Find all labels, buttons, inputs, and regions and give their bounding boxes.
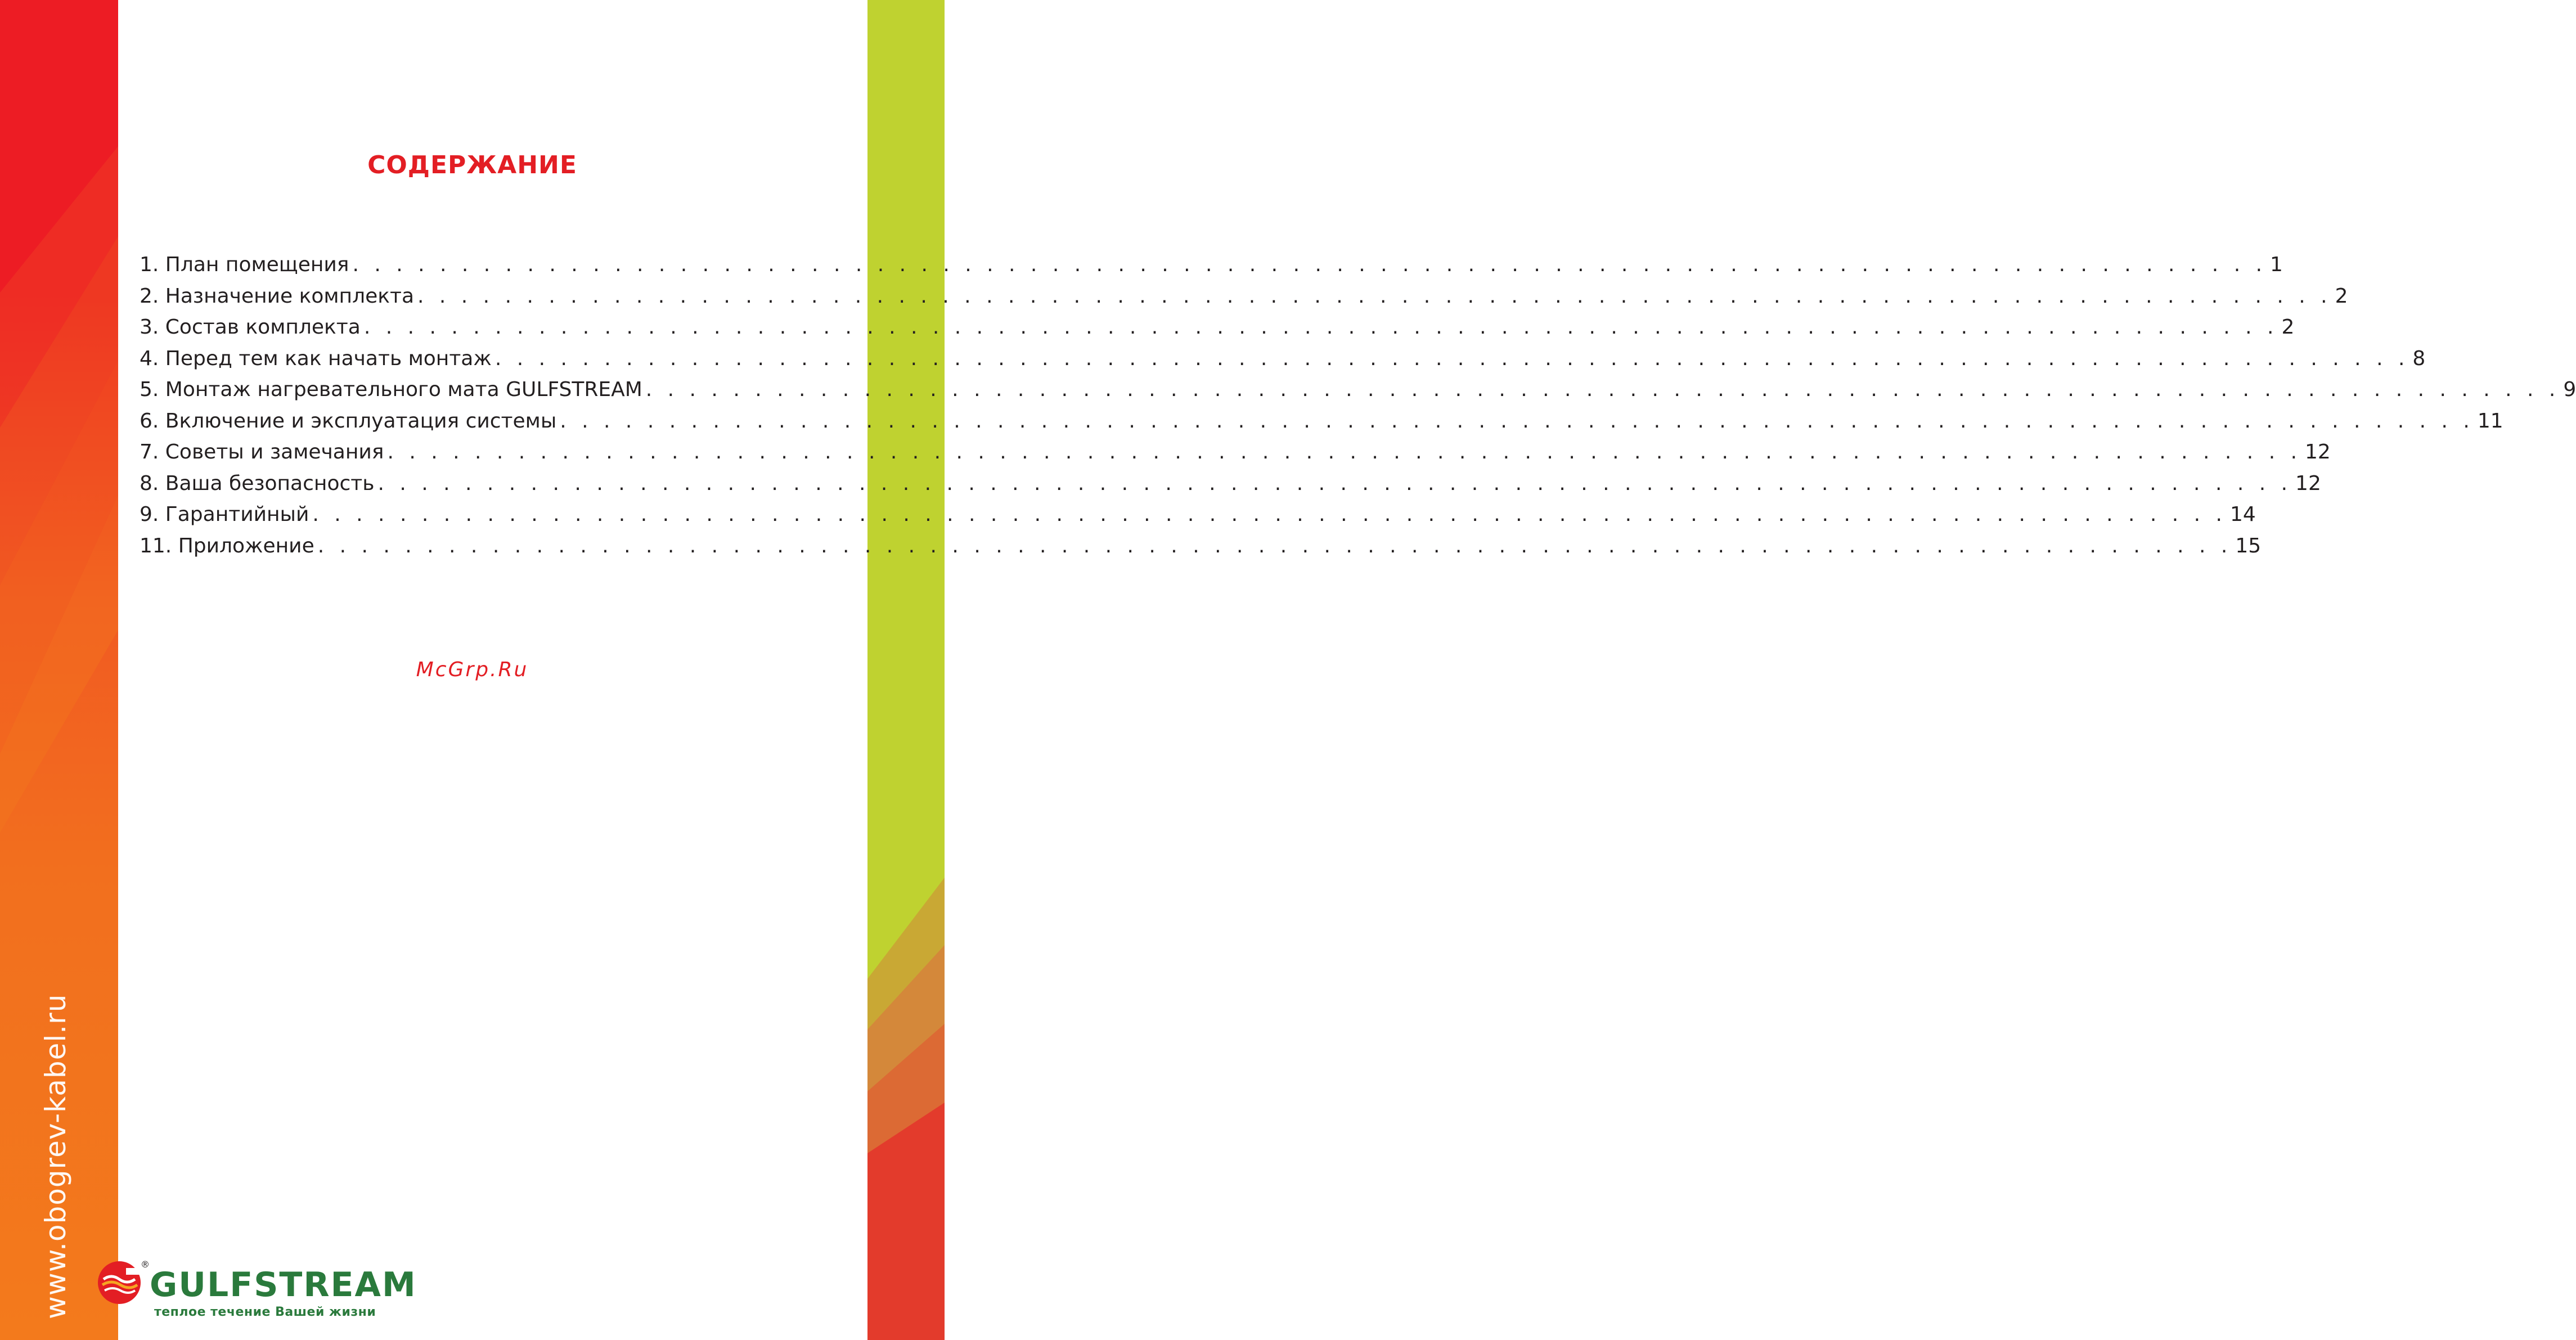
toc-item-leader	[387, 440, 2301, 464]
toc-item-page: 9	[2563, 378, 2576, 401]
toc-item-leader	[377, 472, 2292, 495]
page-title: СОДЕРЖАНИЕ	[367, 151, 577, 179]
toc-item-page: 14	[2229, 503, 2256, 526]
toc-item[interactable]	[140, 440, 2331, 472]
registered-mark: ®	[141, 1259, 150, 1270]
toc-item-label: 3. Состав комплекта	[140, 316, 361, 339]
brand-tagline: теплое течение Вашей жизни	[154, 1305, 376, 1319]
toc-item-label: 2. Назначение комплекта	[140, 284, 415, 308]
toc-item-page: 12	[2305, 440, 2331, 464]
toc-item[interactable]	[140, 503, 2256, 534]
brand-name: GULFSTREAM	[150, 1265, 417, 1305]
watermark-text: McGrp.Ru	[416, 658, 529, 681]
toc-item-leader	[495, 347, 2409, 370]
toc-item[interactable]	[140, 253, 2283, 285]
toc-item-label: 5. Монтаж нагревательного мата GULFSTREAM	[140, 378, 642, 401]
toc-item-leader	[417, 285, 2332, 308]
brand-logo	[95, 1259, 417, 1328]
toc-item-page: 1	[2270, 253, 2283, 276]
toc-item-label: 8. Ваша безопасность	[140, 471, 375, 495]
toc-item-page: 2	[2335, 284, 2348, 308]
toc-item-leader	[364, 316, 2278, 339]
toc-item[interactable]	[140, 409, 2503, 441]
toc-item[interactable]	[140, 316, 2295, 347]
toc-item[interactable]	[140, 347, 2426, 379]
website-url[interactable]: www.obogrev-kabel.ru	[39, 993, 72, 1319]
toc-item-page: 8	[2412, 347, 2426, 370]
toc-item-leader	[352, 253, 2267, 276]
toc-item-label: 11. Приложение	[140, 534, 314, 557]
toc-item-page: 11	[2477, 409, 2503, 433]
toc-item[interactable]	[140, 284, 2348, 316]
toc-item-leader	[646, 378, 2560, 401]
toc-item-page: 12	[2295, 471, 2321, 495]
toc-item[interactable]	[140, 534, 2262, 566]
toc-item[interactable]	[140, 378, 2576, 410]
toc-item-page: 2	[2281, 316, 2295, 339]
toc-item-leader	[560, 410, 2474, 433]
toc-item-label: 9. Гарантийный	[140, 503, 309, 526]
gulfstream-logo-graphic	[95, 1259, 417, 1305]
toc-item-page: 15	[2235, 534, 2262, 557]
toc-item-label: 1. План помещения	[140, 253, 349, 276]
toc-item-leader	[312, 503, 2227, 526]
toc-item[interactable]	[140, 471, 2321, 503]
toc-item-label: 4. Перед тем как начать монтаж	[140, 347, 492, 370]
toc-item-label: 6. Включение и эксплуатация системы	[140, 409, 557, 433]
toc-item-leader	[318, 534, 2232, 557]
table-of-contents	[140, 253, 2576, 565]
toc-item-label: 7. Советы и замечания	[140, 440, 384, 464]
